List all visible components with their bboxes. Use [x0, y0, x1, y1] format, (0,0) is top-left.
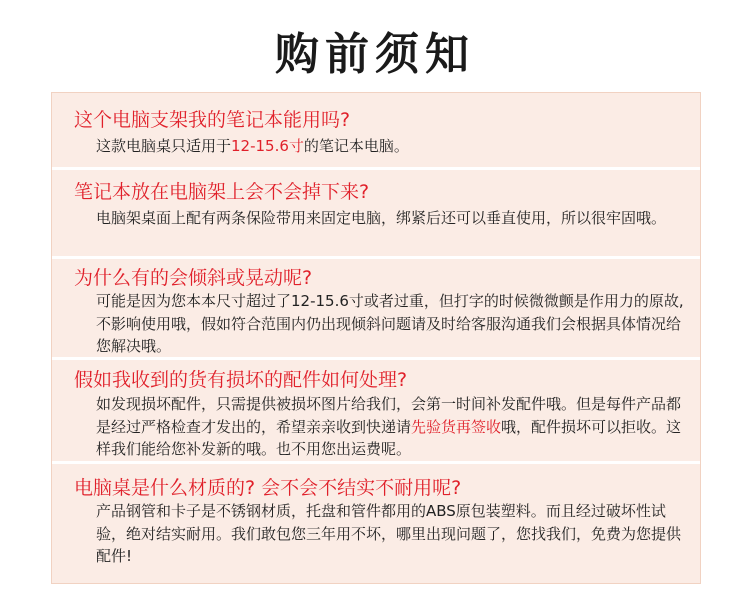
faq-answer-1 — [96, 135, 686, 158]
divider — [52, 461, 700, 464]
faq-answer-4-text: 如发现损坏配件，只需提供被损坏图片给我们，会第一时间补发配件哦。但是每件产品都是经过严格检查才发出的，希望亲亲收到快递请 — [96, 395, 682, 436]
faq-answer-4-highlight: 先验货再签收 — [411, 417, 502, 436]
faq-answer-5: 产品钢管和卡子是不锈钢材质，托盘和管件都用的ABS原包装塑料。而且经过破坏性试验，绝对结实耐用。我们敢包您三年用不坏，哪里出现问题了，您找我们，免费为您提供配件! — [96, 502, 682, 565]
faq-answer-2: 电脑架桌面上配有两条保险带用来固定电脑，绑紧后还可以垂直使用，所以很牢固哦。 — [96, 209, 667, 227]
faq-question-3: 为什么有的会倾斜或晃动呢? — [74, 267, 313, 289]
faq-panel — [51, 92, 701, 584]
faq-answer-1-text-end: 的笔记本电脑。 — [303, 137, 409, 155]
faq-answer-3: 可能是因为您本本尺寸超过了12-15.6寸或者过重，但打字的时候微微颤是作用力的原故,不影响使用哦，假如符合范围内仍出现倾斜问题请及时给客服沟通我们会根据具体情况给您解决哦。 — [96, 292, 684, 355]
divider — [52, 357, 700, 360]
faq-answer-1-text: 这款电脑桌只适用于 — [96, 137, 232, 155]
faq-question-5: 电脑桌是什么材质的? 会不会不结实不耐用呢? — [74, 477, 462, 499]
faq-answer-4-text-end: 哦，配件损坏可以拒收。这样我们能给您补发新的哦。也不用您出运费呢。 — [96, 417, 682, 458]
faq-question-1: 这个电脑支架我的笔记本能用吗? — [74, 109, 351, 131]
page-title: 购前须知 — [275, 29, 475, 80]
faq-answer-4 — [96, 393, 686, 461]
divider — [52, 167, 700, 170]
faq-question-4: 假如我收到的货有损坏的配件如何处理? — [74, 369, 408, 391]
faq-answer-1-highlight: 12-15.6寸 — [231, 137, 304, 155]
faq-question-2: 笔记本放在电脑架上会不会掉下来? — [74, 181, 370, 203]
divider — [52, 256, 700, 259]
